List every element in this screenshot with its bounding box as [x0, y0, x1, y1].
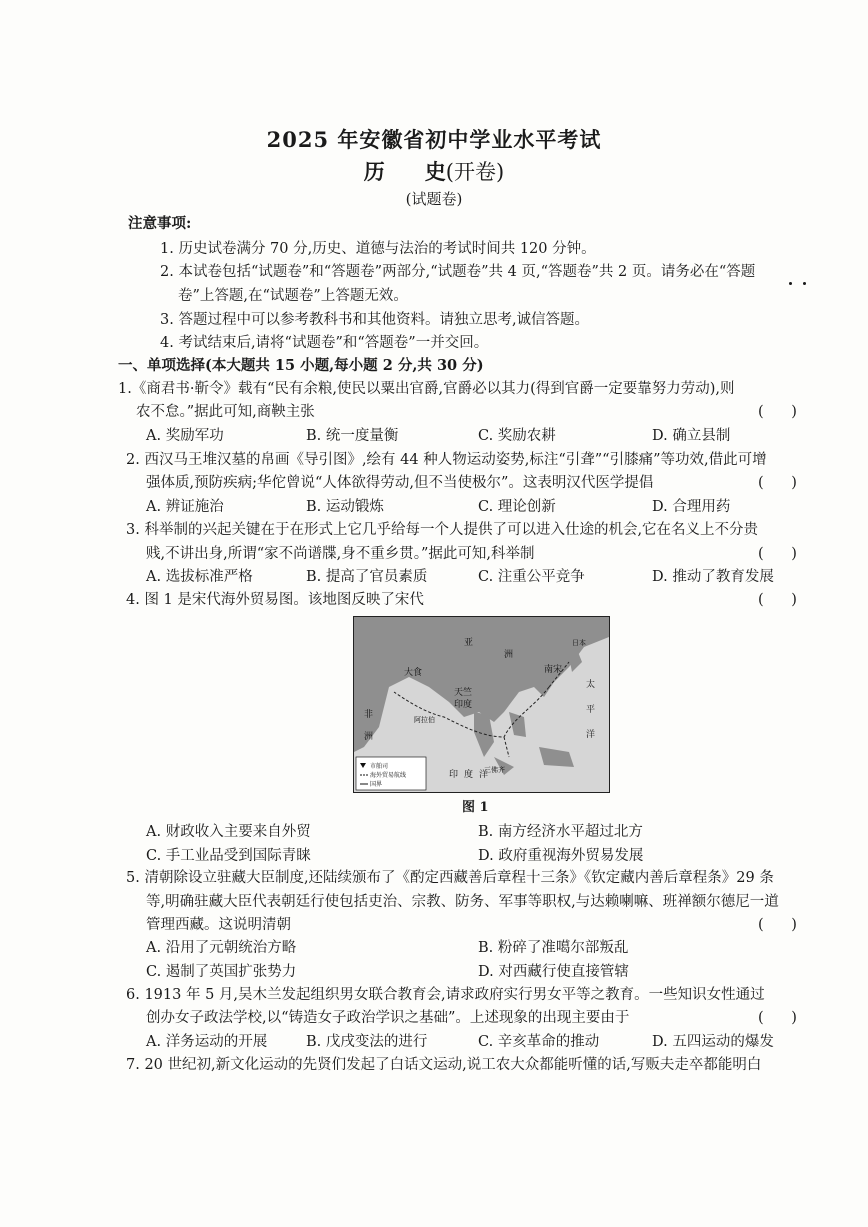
option-d: D. 推动了教育发展: [652, 569, 774, 585]
question-text: 贱,不讲出身,所谓“家不尚谱牒,身不重乡贯。”据此可知,科举制: [146, 546, 535, 562]
option-d: D. 五四运动的爆发: [652, 1034, 774, 1050]
notes-item: 卷”上答题,在“试题卷”上答题无效。: [178, 288, 408, 304]
emphasis-dot: [789, 282, 792, 285]
option-a: A. 财政收入主要来自外贸: [146, 824, 311, 840]
question-text: 7. 20 世纪初,新文化运动的先贤们发起了白话文运动,说工农大众都能听懂的话,写贩夫走卒都能明白: [126, 1057, 762, 1073]
map-label: 大食: [404, 668, 423, 678]
exam-title: 2025 年安徽省初中学业水平考试: [266, 127, 602, 152]
question-text: 强体质,预防疾病;华佗曾说“人体欲得劳动,但不当使极尔”。这表明汉代医学提倡: [146, 475, 654, 491]
map-label: 洲: [504, 650, 514, 660]
map-label: 太: [586, 680, 596, 690]
figure-caption: 图 1: [462, 800, 489, 815]
map-label: 印度: [454, 700, 473, 710]
answer-bracket: ( ): [758, 917, 797, 933]
option-a: A. 沿用了元朝统治方略: [146, 940, 297, 956]
map-label: 天竺: [454, 688, 473, 698]
question-text: 1.《商君书·靳令》载有“民有余粮,使民以粟出官爵,官爵必以其力(得到官爵一定要靠努力劳动),则: [118, 381, 735, 397]
option-a: A. 洋务运动的开展: [146, 1034, 268, 1050]
option-d: D. 合理用药: [652, 499, 731, 515]
notes-item: 3. 答题过程中可以参考教科书和其他资料。请独立思考,诚信答题。: [160, 312, 590, 328]
map-label: 三佛齐: [484, 766, 505, 774]
answer-bracket: ( ): [758, 546, 797, 562]
map-label: 洲: [364, 732, 374, 742]
notes-item: 4. 考试结束后,请将“试题卷”和“答题卷”一并交回。: [160, 335, 489, 351]
option-b: B. 南方经济水平超过北方: [478, 824, 643, 840]
option-b: B. 粉碎了准噶尔部叛乱: [478, 940, 629, 956]
map-label: 南宋: [544, 665, 563, 675]
paper-label: (试题卷): [405, 190, 463, 208]
question-text: 2. 西汉马王堆汉墓的帛画《导引图》,绘有 44 种人物运动姿势,标注“引聋”“引膝痛”等功效,借此可增: [126, 452, 767, 468]
option-b: B. 统一度量衡: [306, 428, 399, 444]
notes-item: 1. 历史试卷满分 70 分,历史、道德与法治的考试时间共 120 分钟。: [160, 241, 596, 257]
map-label: 非: [364, 710, 374, 720]
map-label: 洋: [479, 770, 489, 780]
answer-bracket: ( ): [758, 404, 797, 420]
subject-title: [0, 156, 868, 186]
notes-heading: 注意事项:: [128, 215, 192, 232]
answer-bracket: ( ): [758, 475, 797, 491]
option-c: C. 奖励农耕: [478, 428, 556, 444]
notes-item: 2. 本试卷包括“试题卷”和“答题卷”两部分,“试题卷”共 4 页,“答题卷”共 2 页。请务必在“答题: [160, 264, 756, 280]
question-text: 管理西藏。这说明清朝: [146, 917, 291, 933]
option-d: D. 确立县制: [652, 428, 731, 444]
legend-label: 海外贸易航线: [370, 772, 407, 779]
question-text: 6. 1913 年 5 月,吴木兰发起组织男女联合教育会,请求政府实行男女平等之教育。一些知识女性通过: [126, 987, 765, 1003]
map-label: 洋: [586, 730, 596, 740]
song-trade-map: [353, 616, 610, 793]
legend-label: 市舶司: [370, 763, 389, 770]
subject-open-book: (开卷): [445, 160, 505, 184]
option-c: C. 手工业品受到国际青睐: [146, 848, 311, 864]
answer-bracket: ( ): [758, 1010, 797, 1026]
option-d: D. 政府重视海外贸易发展: [478, 848, 644, 864]
option-a: A. 选拔标准严格: [146, 569, 253, 585]
subject-char-2: 史: [424, 159, 446, 184]
option-c: C. 辛亥革命的推动: [478, 1034, 600, 1050]
map-label: 平: [586, 705, 596, 715]
legend-label: 国界: [370, 781, 383, 788]
option-d: D. 对西藏行使直接管辖: [478, 964, 629, 980]
question-text: 农不怠。”据此可知,商鞅主张: [136, 404, 315, 420]
emphasis-dot: [803, 282, 806, 285]
map-label: 日本: [572, 639, 586, 647]
question-text: 3. 科举制的兴起关键在于在形式上它几乎给每一个人提供了可以进入仕途的机会,它在名义上不分贵: [126, 522, 759, 538]
map-drawing: [354, 617, 609, 792]
answer-bracket: ( ): [758, 592, 797, 608]
option-c: C. 注重公平竞争: [478, 569, 585, 585]
section-heading: 一、单项选择(本大题共 15 小题,每小题 2 分,共 30 分): [118, 357, 484, 374]
question-text: 4. 图 1 是宋代海外贸易图。该地图反映了宋代: [126, 592, 424, 608]
map-label: 亚: [464, 638, 474, 648]
subject-char-1: 历: [363, 159, 385, 184]
option-b: B. 提高了官员素质: [306, 569, 428, 585]
question-text: 5. 清朝除设立驻藏大臣制度,还陆续颁布了《酌定西藏善后章程十三条》《钦定藏内善后章程条》29 条: [126, 870, 774, 886]
map-label: 印: [449, 770, 459, 780]
map-label: 阿拉伯: [414, 716, 435, 724]
option-b: B. 运动锻炼: [306, 499, 384, 515]
option-b: B. 戊戌变法的进行: [306, 1034, 428, 1050]
option-c: C. 遏制了英国扩张势力: [146, 964, 297, 980]
option-a: A. 奖励军功: [146, 428, 224, 444]
option-a: A. 辨证施治: [146, 499, 224, 515]
option-c: C. 理论创新: [478, 499, 556, 515]
question-text: 创办女子政法学校,以“铸造女子政治学识之基础”。上述现象的出现主要由于: [146, 1010, 630, 1026]
question-text: 等,明确驻藏大臣代表朝廷行使包括吏治、宗教、防务、军事等职权,与达赖喇嘛、班禅额尔德尼一道: [146, 894, 779, 910]
map-label: 度: [464, 770, 474, 780]
